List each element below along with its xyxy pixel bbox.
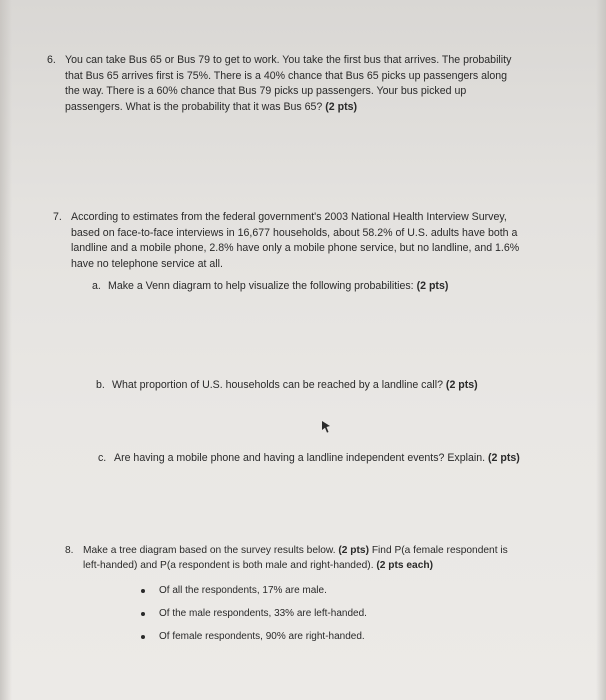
part-label: a. [92, 280, 101, 292]
question-8 [65, 543, 585, 577]
question-7a [92, 279, 448, 294]
bullet-icon [141, 589, 145, 593]
question-line: You can take Bus 65 or Bus 79 to get to work. You take the first bus that arrives. The probability [65, 54, 512, 66]
list-item-text: Of all the respondents, 17% are male. [159, 585, 327, 596]
question-line: landline and a mobile phone, 2.8% have only a mobile phone service, but no landline, and 1.6% [71, 242, 520, 254]
part-label: c. [98, 452, 107, 464]
bullet-icon [141, 635, 145, 639]
points-label: (2 pts) [325, 100, 358, 113]
question-line: the way. There is a 60% chance that Bus 79 picks up passengers. Your bus picked up [65, 85, 467, 97]
part-text: Make a Venn diagram to help visualize the following probabilities: [108, 280, 414, 292]
question-text [83, 543, 508, 573]
question-text [71, 210, 519, 272]
question-line: According to estimates from the federal government's 2003 National Health Interview Survey, [71, 211, 507, 223]
question-number: 7. [53, 211, 62, 223]
question-line: have no telephone service at all. [71, 257, 223, 270]
question-number: 6. [47, 54, 56, 66]
question-line: based on face-to-face interviews in 16,677 households, about 58.2% of U.S. adults have both a [71, 226, 518, 239]
bullet-icon [141, 612, 145, 616]
page-shadow-right [596, 0, 606, 700]
question-line-text: left-handed) and P(a respondent is both male and right-handed). [83, 560, 374, 571]
question-line [83, 558, 508, 573]
question-7c [98, 451, 520, 466]
question-line-last [65, 100, 511, 116]
question-text [65, 53, 511, 115]
question-line-text: Find P(a female respondent is [371, 545, 508, 556]
part-text: What proportion of U.S. households can be reached by a landline call? [112, 379, 443, 391]
question-line-text: Make a tree diagram based on the survey results below. [83, 545, 336, 556]
points-label: (2 pts each) [376, 560, 434, 571]
mouse-cursor-icon [320, 420, 332, 434]
question-number: 8. [65, 545, 74, 556]
points-label: (2 pts) [338, 545, 369, 556]
question-6 [47, 53, 587, 123]
list-item-text: Of female respondents, 90% are right-handed. [159, 631, 365, 642]
part-label: b. [96, 379, 105, 391]
question-line [83, 543, 508, 558]
page-shadow-left [0, 0, 12, 700]
points-label: (2 pts) [488, 452, 520, 464]
question-line-text: passengers. What is the probability that it was Bus 65? [65, 100, 323, 113]
points-label: (2 pts) [445, 379, 478, 391]
list-item-text: Of the male respondents, 33% are left-handed. [159, 608, 367, 619]
question-7b [96, 378, 478, 393]
question-line: that Bus 65 arrives first is 75%. There is a 40% chance that Bus 65 picks up passengers along [65, 69, 508, 82]
points-label: (2 pts) [416, 280, 449, 292]
part-text: Are having a mobile phone and having a landline independent events? Explain. [114, 452, 486, 464]
question-7 [53, 210, 583, 280]
